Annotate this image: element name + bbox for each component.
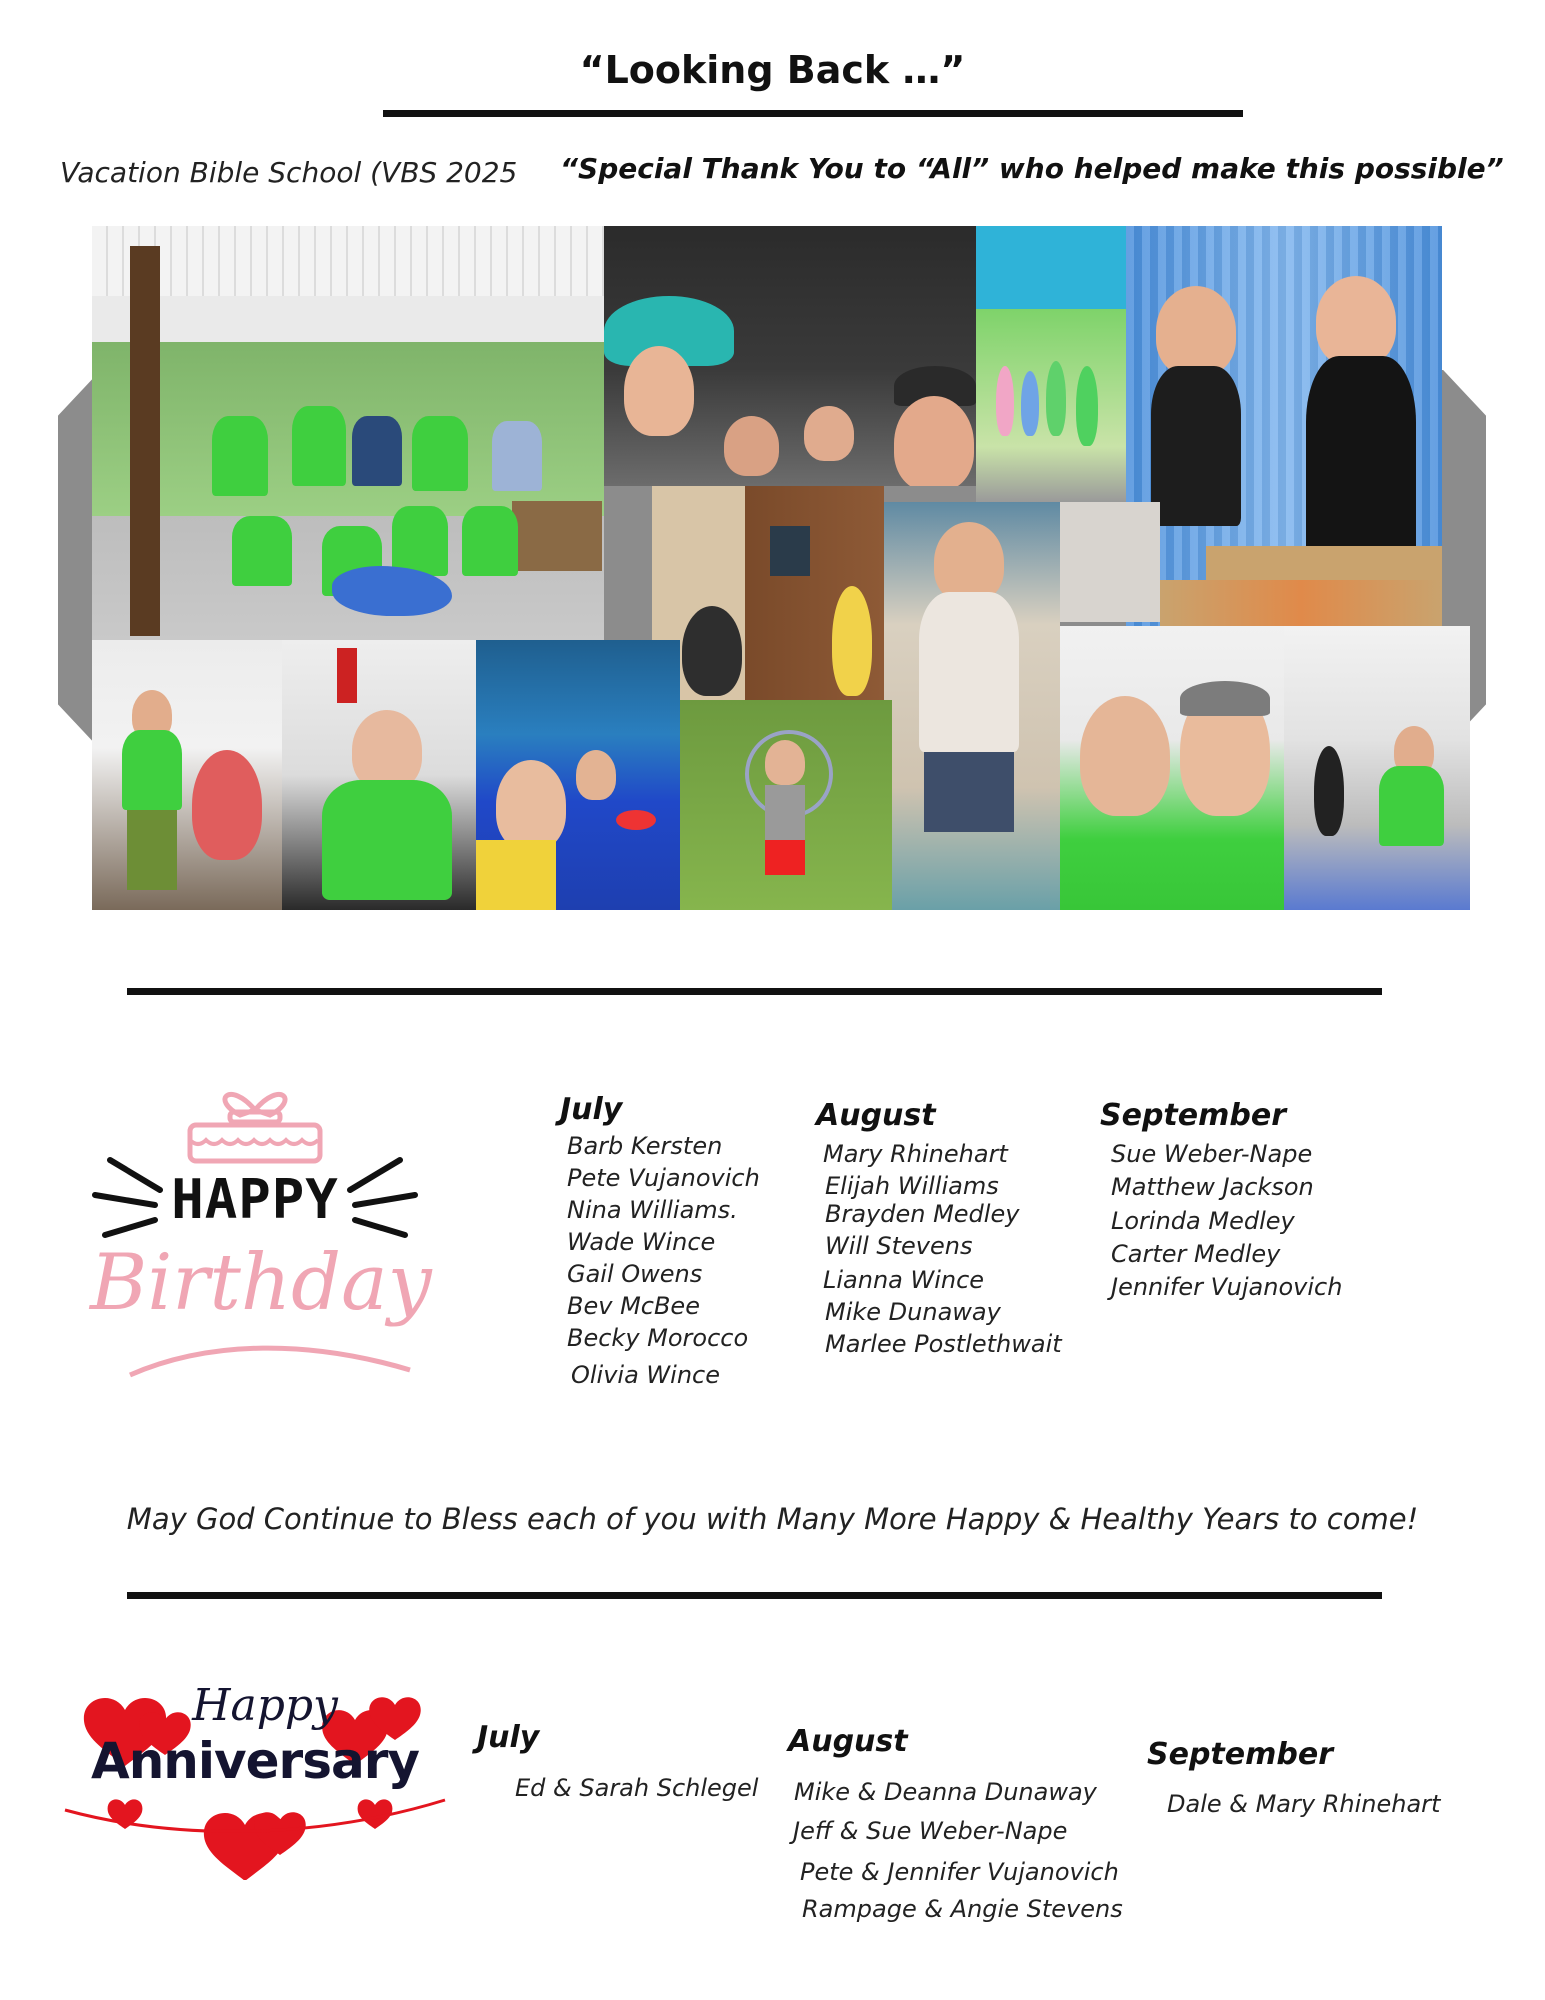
anniversary-month-september: September <box>1147 1737 1333 1772</box>
photo-car-selfie <box>604 226 976 486</box>
photo-kids-ocean-room <box>976 226 1126 502</box>
photo-group-pavilion <box>92 226 604 640</box>
photo-hula-leader <box>92 640 282 910</box>
anniversary-month-july: July <box>477 1720 540 1755</box>
list-item: Pete Vujanovich <box>567 1164 760 1192</box>
photo-seated-woman <box>282 640 476 910</box>
list-item: Mary Rhinehart <box>823 1140 1008 1168</box>
list-item: Will Stevens <box>825 1232 973 1260</box>
list-item: Dale & Mary Rhinehart <box>1167 1790 1441 1818</box>
anniversary-month-august: August <box>788 1724 908 1759</box>
photo-two-women-selfie <box>1060 626 1284 910</box>
list-item: Sue Weber-Nape <box>1111 1140 1313 1168</box>
birthday-month-august: August <box>816 1098 936 1133</box>
list-item: Jennifer Vujanovich <box>1111 1273 1343 1301</box>
photo-stage-leaders <box>1126 226 1442 626</box>
section-divider-2 <box>127 1592 1382 1599</box>
list-item: Lorinda Medley <box>1111 1207 1295 1235</box>
thank-you-caption: “Special Thank You to “All” who helped make this possible” <box>560 152 1504 185</box>
birthday-month-july: July <box>560 1092 623 1127</box>
vbs-caption: Vacation Bible School (VBS 2025 <box>60 156 518 189</box>
section-divider-1 <box>127 988 1382 995</box>
birthday-word-birthday: Birthday <box>90 1238 432 1328</box>
list-item: Mike & Deanna Dunaway <box>794 1778 1097 1806</box>
anniversary-word-happy: Happy <box>192 1680 338 1731</box>
birthday-month-september: September <box>1100 1098 1286 1133</box>
birthday-word-happy: HAPPY <box>171 1168 339 1231</box>
list-item: Matthew Jackson <box>1111 1173 1314 1201</box>
list-item: Brayden Medley <box>825 1200 1020 1228</box>
list-item: Ed & Sarah Schlegel <box>515 1774 759 1802</box>
list-item: Wade Wince <box>567 1228 716 1256</box>
photo-room-leader <box>1284 626 1470 910</box>
list-item: Gail Owens <box>567 1260 703 1288</box>
photo-collage <box>0 0 1545 920</box>
list-item: Olivia Wince <box>571 1361 721 1389</box>
anniversary-word-anniversary: Anniversary <box>91 1732 419 1790</box>
happy-anniversary-graphic <box>55 1680 455 1880</box>
photo-child-hoop <box>680 700 892 910</box>
list-item: Bev McBee <box>567 1292 700 1320</box>
blessing-text: May God Continue to Bless each of you with Many More Happy & Healthy Years to come! <box>126 1502 1419 1536</box>
list-item: Jeff & Sue Weber-Nape <box>793 1817 1068 1845</box>
list-item: Carter Medley <box>1111 1240 1281 1268</box>
list-item: Elijah Williams <box>825 1172 999 1200</box>
photo-wall-corner <box>1060 502 1160 622</box>
photo-kids-table <box>476 640 680 910</box>
list-item: Lianna Wince <box>823 1266 985 1294</box>
list-item: Mike Dunaway <box>825 1298 1001 1326</box>
page-title: “Looking Back …” <box>579 48 966 92</box>
photo-door-child <box>652 486 884 700</box>
list-item: Pete & Jennifer Vujanovich <box>800 1858 1119 1886</box>
list-item: Barb Kersten <box>567 1132 723 1160</box>
list-item: Marlee Postlethwait <box>825 1330 1062 1358</box>
list-item: Rampage & Angie Stevens <box>802 1895 1123 1923</box>
list-item: Becky Morocco <box>567 1324 749 1352</box>
photo-stage-props <box>1160 580 1442 626</box>
happy-birthday-graphic <box>90 1070 432 1390</box>
list-item: Nina Williams. <box>567 1196 738 1224</box>
photo-woman-reading <box>884 502 1060 910</box>
